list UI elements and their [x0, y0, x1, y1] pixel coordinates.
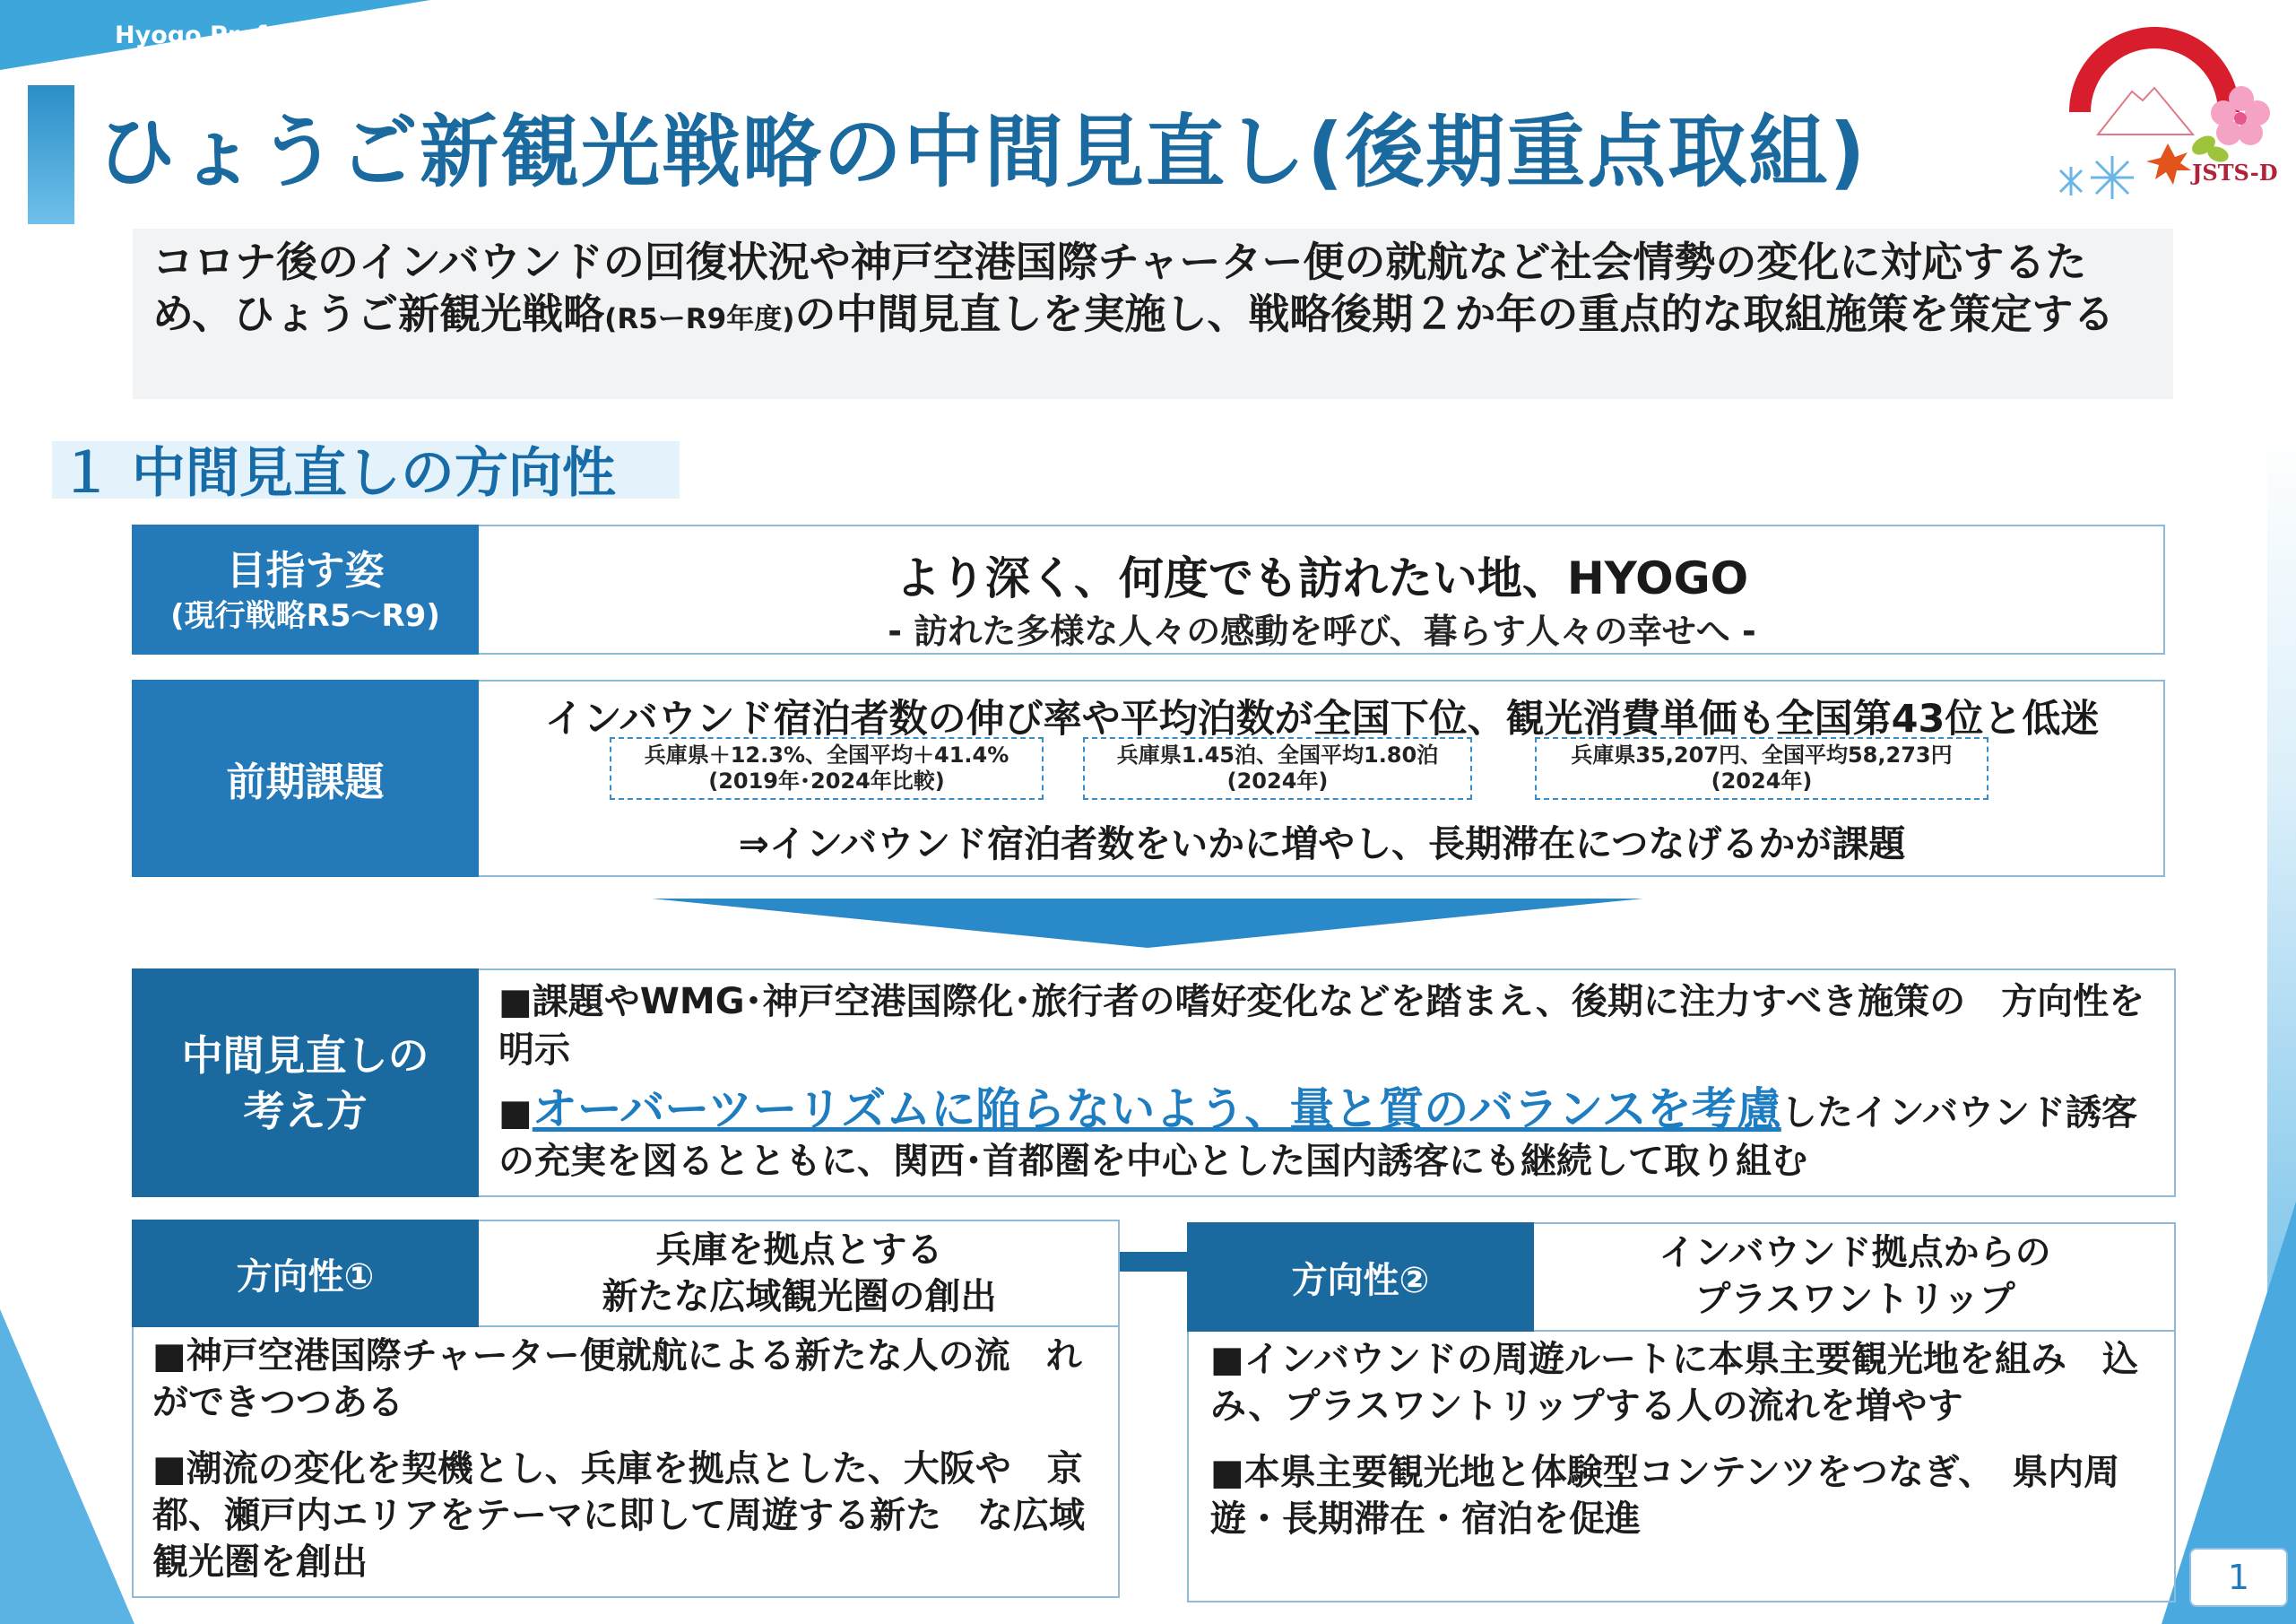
list-item: ■神戸空港国際チャーター便就航による新たな人の流 れができつつある: [152, 1335, 1082, 1423]
page-title: ひょうご新観光戦略の中間見直し(後期重点取組): [97, 106, 1867, 198]
bottom-left-accent: [0, 1309, 134, 1624]
midterm-text: [498, 977, 2157, 1185]
snowflake-icon: [2060, 156, 2134, 199]
title-accent-bar: [28, 85, 74, 224]
midterm-label-line1: 中間見直しの: [181, 1030, 429, 1080]
logo-text: JSTS-D: [2192, 160, 2278, 186]
down-arrow-icon: [652, 899, 1643, 948]
intro-period: (R5ーR9年度): [604, 303, 795, 335]
goal-label: [132, 525, 479, 655]
midterm-point-1: ■課題やWMG･神戸空港国際化･旅行者の嗜好変化などを踏まえ、後期に注力すべき施策の 方向性を明示: [498, 981, 2145, 1071]
midterm-point-2-rest: したインバウンド誘客の充実を図るとともに、関西･首都圏を中心とした国内誘客にも継続して取り組む: [498, 1092, 2137, 1182]
direction-1-title: [479, 1227, 1120, 1320]
midterm-point-2: [498, 1085, 2157, 1185]
direction-1-title-line2: 新たな広域観光圏の創出: [602, 1276, 997, 1317]
page-number: 1: [2189, 1548, 2288, 1607]
midterm-label: [132, 968, 479, 1197]
direction-1-title-line1: 兵庫を拠点とする: [655, 1229, 943, 1271]
direction-1-label: 方向性①: [132, 1220, 479, 1327]
direction-2-bullets: [1210, 1336, 2161, 1562]
goal-label-title: 目指す姿: [226, 547, 385, 594]
prev-issues-label: 前期課題: [132, 680, 479, 877]
intro-text-before: コロナ後のインバウンドの回復状況や神戸空港国際チャーター便の就航など社会情勢の変化に対応するため、ひょうご新観光戦略: [152, 238, 2087, 338]
stat-box-growth: [610, 737, 1044, 800]
maple-leaf-icon: [2146, 143, 2191, 185]
overtourism-highlight: オーバーツーリズムに陥らないよう、量と質のバランスを考慮: [532, 1083, 1781, 1135]
direction-2-title-line2: プラスワントリップ: [1694, 1279, 2015, 1320]
direction-connector: [1118, 1252, 1188, 1272]
stat-note: (2019年･2024年比較): [708, 769, 945, 794]
direction-2-label: 方向性②: [1187, 1222, 1534, 1332]
stat-box-nights: [1083, 737, 1472, 800]
intro-summary: [133, 229, 2173, 399]
goal-label-sub: (現行戦略R5～R9): [170, 597, 440, 634]
mountain-icon: [2098, 88, 2193, 135]
prev-issues-main: インバウンド宿泊者数の伸び率や平均泊数が全国下位、観光消費単価も全国第43位と低迷: [544, 697, 2100, 742]
direction-1-bullets: [152, 1333, 1103, 1605]
list-item: ■潮流の変化を契機とし、兵庫を拠点とした、大阪や 京都、瀬戸内エリアをテーマに即して周遊する新た な広域観光圏を創出: [152, 1448, 1085, 1583]
stat-value: 兵庫県＋12.3%、全国平均＋41.4%: [644, 743, 1009, 768]
midterm-label-line2: 考え方: [243, 1086, 368, 1135]
direction-2-title: [1534, 1229, 2176, 1323]
list-item: ■インバウンドの周遊ルートに本県主要観光地を組み 込み、プラスワントリップする人の流れを増やす: [1210, 1339, 2138, 1427]
stat-box-spending: [1535, 737, 1988, 800]
goal-main-text: より深く、何度でも訪れたい地、HYOGO: [895, 552, 1749, 604]
stat-value: 兵庫県1.45泊、全国平均1.80泊: [1116, 743, 1439, 768]
intro-text-after: の中間見直しを実施し、戦略後期２か年の重点的な取組施策を策定する: [794, 290, 2115, 338]
goal-sub-text: - 訪れた多様な人々の感動を呼び、暮らす人々の幸せへ -: [888, 612, 1756, 651]
stat-value: 兵庫県35,207円、全国平均58,273円: [1571, 743, 1953, 768]
department-label: Hyogo Prefecture: [115, 22, 355, 49]
stat-note: (2024年): [1226, 769, 1329, 794]
list-item: ■本県主要観光地と体験型コンテンツをつなぎ、 県内周遊・長期滞在・宿泊を促進: [1210, 1452, 2120, 1540]
bullet-marker: ■: [498, 1092, 533, 1133]
direction-2-title-line1: インバウンド拠点からの: [1659, 1232, 2051, 1273]
prev-issues-conclusion: ⇒インバウンド宿泊者数をいかに増やし、長期滞在につなげるかが課題: [738, 822, 1906, 865]
stat-note: (2024年): [1711, 769, 1813, 794]
section-heading: １ 中間見直しの方向性: [59, 442, 616, 505]
